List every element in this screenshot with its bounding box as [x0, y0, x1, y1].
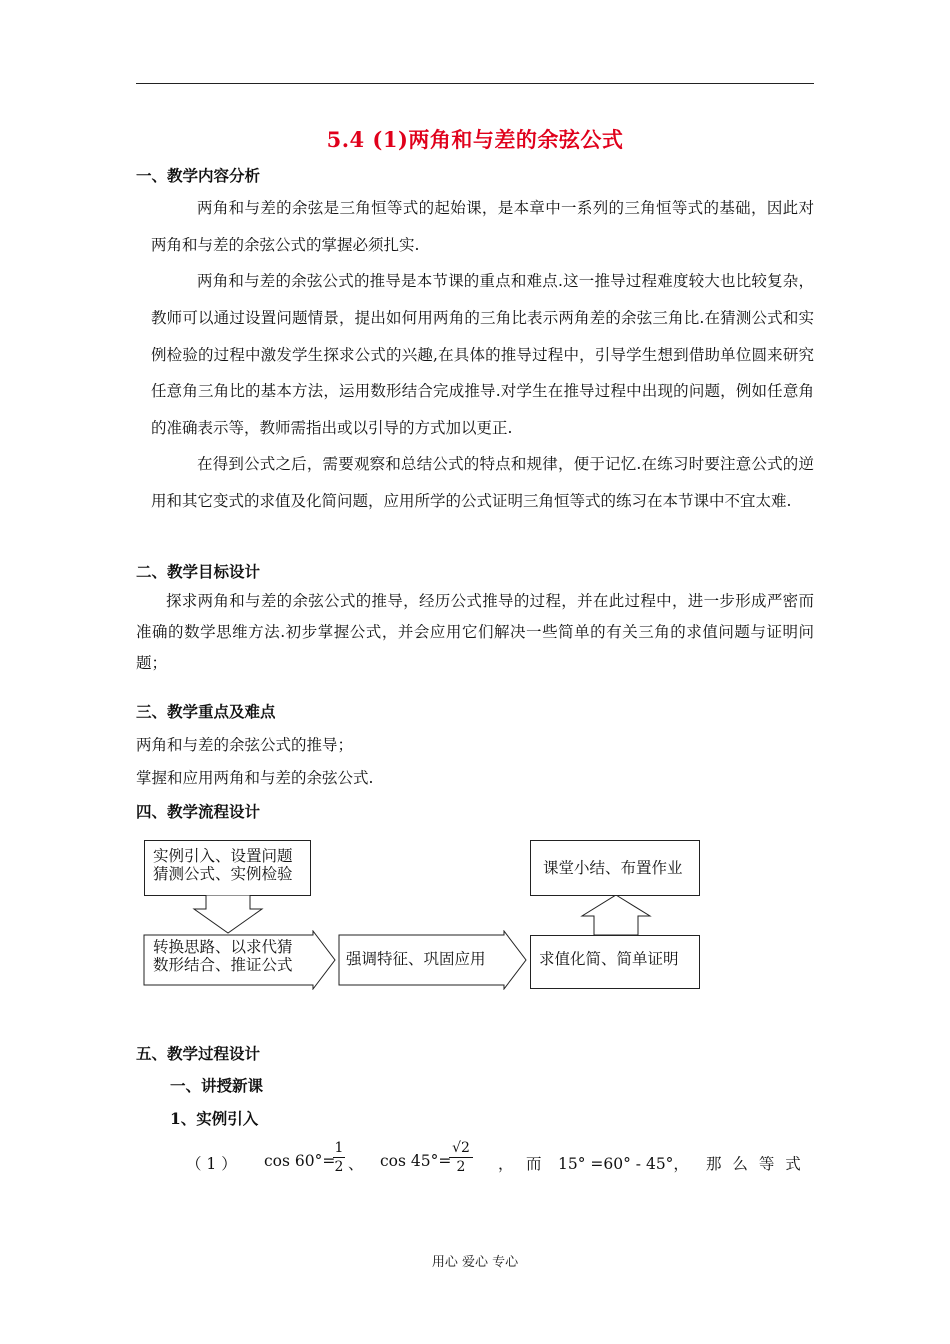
- flow-box-derive-line-2: 数形结合、推证公式: [153, 956, 293, 974]
- flow-box-intro-line-2: 猜测公式、实例检验: [153, 865, 293, 883]
- flow-box-summary: [530, 840, 700, 896]
- fraction-1-numerator: 1: [334, 1140, 344, 1156]
- flow-arrow-up: [580, 894, 652, 936]
- page-footer: 用心 爱心 专心: [431, 1255, 519, 1270]
- section-5-heading: 五、教学过程设计: [136, 1044, 261, 1063]
- fraction-1-bar: [333, 1157, 345, 1158]
- section-3-line-1: 两角和与差的余弦公式的推导；: [136, 736, 354, 754]
- section-2-paragraph: 探求两角和与差的余弦公式的推导，经历公式推导的过程，并在此过程中，进一步形成严密而准确的数学思维方法.初步掌握公式，并会应用它们解决一些简单的有关三角的求值问题与证明问题；: [136, 592, 814, 672]
- fraction-2-denominator: 2: [456, 1159, 466, 1175]
- flow-box-apply-label: 强调特征、巩固应用: [346, 950, 486, 968]
- section-1-paragraph-2: 两角和与差的余弦公式的推导是本节课的重点和难点.这一推导过程难度较大也比较复杂，教师可以通过设置问题情景，提出如何用两角的三角比表示两角差的余弦三角比.在猜测公式和实例检验的过程中激发学生探求公式的兴趣,在具体的推导过程中，引导学生想到借助单位圆来研究任意角三角比的基本方法，运用数形结合完成推导.对学生在推导过程中出现的问题，例如任意角的准确表示等，教师需指出或以引导的方式加以更正.: [151, 272, 814, 438]
- section-5-subheading-1: 一、讲授新课: [170, 1076, 264, 1095]
- section-1-paragraph-1: 两角和与差的余弦是三角恒等式的起始课，是本章中一系列的三角恒等式的基础，因此对两角和与差的余弦公式的掌握必须扎实.: [151, 199, 814, 254]
- flow-box-intro: [144, 840, 311, 896]
- comma-mark: ，: [498, 1155, 514, 1173]
- flow-box-derive-line-1: 转换思路、以求代猜: [153, 938, 293, 956]
- conjunction-text: 而: [526, 1155, 542, 1173]
- page-title: 5.4 (1)两角和与差的余弦公式: [326, 127, 624, 152]
- section-2-heading: 二、教学目标设计: [136, 562, 261, 581]
- flow-box-derive: [147, 938, 307, 980]
- fraction-one-half: [333, 1140, 345, 1175]
- section-3-line-2: 掌握和应用两角和与差的余弦公式.: [136, 769, 374, 787]
- flow-box-evaluate-label: 求值化简、简单证明: [539, 950, 679, 968]
- fraction-1-denominator: 2: [334, 1159, 344, 1175]
- example-formula-line: [186, 1138, 814, 1188]
- fraction-root2-half: [449, 1140, 473, 1175]
- flow-box-intro-line-1: 实例引入、设置问题: [153, 847, 293, 865]
- section-1-heading: 一、教学内容分析: [136, 166, 261, 185]
- continuation-text: 那 么 等 式: [706, 1155, 801, 1173]
- cos60-expression: cos 60°=: [264, 1152, 336, 1170]
- separator-mark: 、: [348, 1155, 364, 1173]
- section-4-heading: 四、教学流程设计: [136, 802, 261, 821]
- flow-box-evaluate: [530, 935, 700, 989]
- header-rule: [136, 83, 814, 84]
- cos45-expression: cos 45°=: [380, 1152, 452, 1170]
- flow-arrow-down: [192, 895, 264, 935]
- section-1-paragraph-3: 在得到公式之后，需要观察和总结公式的特点和规律，便于记忆.在练习时要注意公式的逆用和其它变式的求值及化简问题，应用所学的公式证明三角恒等式的练习在本节课中不宜太难.: [151, 455, 814, 510]
- fraction-2-bar: [449, 1157, 473, 1158]
- flow-box-summary-label: 课堂小结、布置作业: [543, 859, 683, 877]
- section-3-heading: 三、教学重点及难点: [136, 702, 276, 721]
- example-label: （ 1 ）: [186, 1155, 237, 1173]
- angle-difference-expression: 15° =60° - 45°，: [558, 1155, 689, 1173]
- fraction-2-numerator: √2: [452, 1140, 470, 1156]
- section-5-subheading-2: 1、实例引入: [170, 1109, 259, 1128]
- flow-box-apply: [346, 950, 506, 970]
